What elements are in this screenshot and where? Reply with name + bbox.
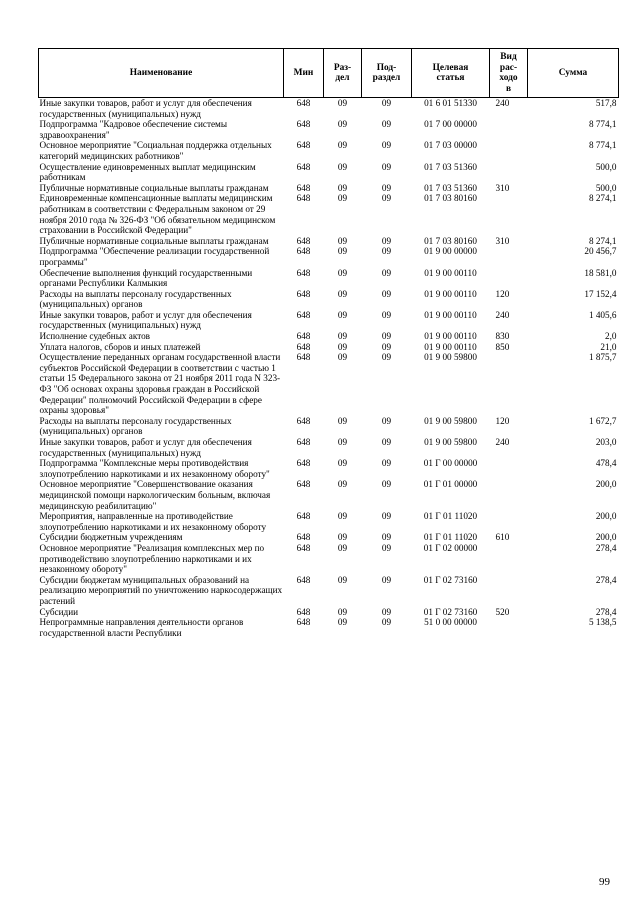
cell-name: Субсидии [39, 606, 79, 617]
cell-razdel: 09 [337, 246, 348, 257]
cell-name: Субсидии бюджетным учреждениям [39, 532, 183, 543]
cell-podrazdel: 09 [381, 606, 392, 617]
table-row [39, 331, 619, 342]
cell-podrazdel: 09 [381, 309, 392, 320]
table-row [39, 416, 619, 437]
cell-name: Расходы на выплаты персоналу государственных (муниципальных) органов [39, 415, 232, 437]
page-number: 99 [599, 876, 610, 888]
cell-razdel: 09 [337, 267, 348, 278]
cell-target-article: 01 Г 02 73160 [423, 574, 478, 585]
cell-sum: 278,4 [595, 606, 617, 617]
cell-sum: 1 405,6 [588, 309, 617, 320]
cell-target-article: 01 9 00 00110 [424, 288, 477, 299]
cell-razdel: 09 [337, 532, 348, 543]
cell-expense-type [490, 246, 528, 267]
cell-expense-type: 310 [495, 235, 510, 246]
cell-name: Подпрограмма "Комплексные меры противодействия злоупотреблению наркотиками и их незаконному обороту" [39, 458, 270, 479]
table-row [39, 246, 619, 267]
cell-expense-type: 310 [495, 182, 510, 193]
cell-razdel: 09 [337, 309, 348, 320]
table-row [39, 236, 619, 247]
cell-expense-type: 240 [495, 437, 510, 447]
cell-sum: 200,0 [595, 511, 617, 522]
cell-razdel: 09 [337, 182, 348, 193]
cell-min: 648 [296, 182, 311, 193]
cell-target-article: 01 7 03 51360 [424, 182, 477, 193]
cell-target-article: 01 7 00 00000 [424, 119, 477, 130]
table-row [39, 162, 619, 183]
cell-min: 648 [296, 574, 311, 585]
cell-sum: 20 456,7 [584, 246, 617, 257]
cell-razdel: 09 [337, 574, 348, 585]
cell-name: Основное мероприятие "Социальная поддержка отдельных категорий медицинских работников" [39, 140, 272, 161]
table-row [39, 532, 619, 543]
cell-sum: 8 274,1 [588, 235, 617, 246]
cell-sum: 17 152,4 [584, 288, 617, 299]
cell-name: Иные закупки товаров, работ и услуг для обеспечения государственных (муниципальных) нужд [39, 309, 252, 331]
cell-sum: 2,0 [605, 331, 617, 342]
cell-podrazdel: 09 [381, 193, 392, 204]
cell-target-article: 01 9 00 59800 [424, 415, 477, 426]
cell-podrazdel: 09 [381, 415, 392, 426]
table-row [39, 511, 619, 532]
cell-expense-type: 610 [495, 532, 510, 543]
cell-expense-type [490, 140, 528, 161]
cell-sum: 500,0 [595, 182, 617, 193]
cell-min: 648 [296, 458, 311, 469]
cell-sum: 18 581,0 [584, 267, 617, 278]
cell-sum: 278,4 [595, 574, 617, 585]
cell-podrazdel: 09 [381, 246, 392, 257]
cell-sum: 278,4 [595, 542, 617, 553]
cell-podrazdel: 09 [381, 140, 392, 151]
cell-razdel: 09 [337, 341, 348, 352]
cell-name: Исполнение судебных актов [39, 331, 151, 342]
cell-podrazdel: 09 [381, 161, 392, 172]
cell-name: Субсидии бюджетам муниципальных образований на реализацию мероприятий по уничтожению наркосодержащих растений [39, 574, 283, 606]
cell-expense-type [490, 119, 528, 140]
header-min: Мин [284, 49, 324, 98]
cell-podrazdel: 09 [381, 352, 392, 363]
cell-expense-type: 240 [495, 309, 510, 320]
cell-razdel: 09 [337, 331, 348, 342]
cell-min: 648 [296, 352, 311, 363]
cell-razdel: 09 [337, 288, 348, 299]
cell-name: Единовременные компенсационные выплаты медицинским работникам в соответствии с Федеральным законом от 29 ноября 2010 года № 326-ФЗ "Об обязательном медицинском страховании в Российской Федерации" [39, 193, 276, 236]
cell-name: Непрограммные направления деятельности органов государственной власти Республики [39, 617, 244, 638]
cell-min: 648 [296, 606, 311, 617]
budget-table [38, 48, 619, 638]
cell-expense-type [490, 193, 528, 235]
cell-min: 648 [296, 331, 311, 342]
cell-target-article: 01 6 01 51330 [424, 98, 477, 108]
cell-expense-type: 830 [495, 331, 510, 342]
cell-min: 648 [296, 542, 311, 553]
cell-min: 648 [296, 98, 311, 108]
cell-podrazdel: 09 [381, 458, 392, 469]
cell-target-article: 01 9 00 00110 [424, 331, 477, 342]
table-row [39, 119, 619, 140]
cell-target-article: 01 9 00 00110 [424, 267, 477, 278]
cell-expense-type [490, 479, 528, 511]
table-row [39, 342, 619, 353]
cell-razdel: 09 [337, 193, 348, 204]
cell-sum: 500,0 [595, 161, 617, 172]
cell-razdel: 09 [337, 415, 348, 426]
header-expense-type: Вид рас- ходо в [490, 49, 528, 98]
table-row [39, 607, 619, 618]
cell-expense-type [490, 511, 528, 532]
table-row [39, 193, 619, 235]
cell-podrazdel: 09 [381, 479, 392, 490]
cell-name: Осуществление единовременных выплат медицинским работникам [39, 161, 256, 183]
cell-expense-type: 120 [495, 415, 510, 426]
cell-sum: 200,0 [595, 479, 617, 490]
cell-min: 648 [296, 511, 311, 522]
cell-name: Иные закупки товаров, работ и услуг для обеспечения государственных (муниципальных) нужд [39, 437, 252, 458]
header-sum: Сумма [528, 49, 619, 98]
cell-razdel: 09 [337, 606, 348, 617]
cell-name: Публичные нормативные социальные выплаты гражданам [39, 235, 269, 246]
cell-podrazdel: 09 [381, 331, 392, 342]
cell-razdel: 09 [337, 119, 348, 130]
table-row [39, 575, 619, 607]
cell-sum: 21,0 [600, 341, 617, 352]
cell-podrazdel: 09 [381, 617, 392, 628]
cell-podrazdel: 09 [381, 542, 392, 553]
cell-razdel: 09 [337, 98, 348, 108]
cell-expense-type: 240 [495, 98, 510, 108]
cell-sum: 8 774,1 [588, 140, 617, 151]
cell-podrazdel: 09 [381, 98, 392, 108]
cell-razdel: 09 [337, 511, 348, 522]
cell-min: 648 [296, 161, 311, 172]
cell-razdel: 09 [337, 235, 348, 246]
cell-expense-type [490, 575, 528, 607]
table-row [39, 268, 619, 289]
table-row [39, 479, 619, 511]
cell-razdel: 09 [337, 479, 348, 490]
cell-target-article: 01 Г 01 11020 [423, 511, 478, 522]
header-target-article: Целевая статья [412, 49, 490, 98]
table-header-row [39, 49, 619, 98]
cell-min: 648 [296, 309, 311, 320]
table-row [39, 310, 619, 331]
cell-target-article: 01 9 00 59800 [424, 437, 477, 447]
header-razdel: Раз- дел [324, 49, 362, 98]
cell-expense-type: 520 [495, 606, 510, 617]
cell-min: 648 [296, 415, 311, 426]
cell-min: 648 [296, 532, 311, 543]
cell-min: 648 [296, 617, 311, 628]
cell-expense-type [490, 458, 528, 479]
cell-sum: 8 274,1 [588, 193, 617, 204]
cell-min: 648 [296, 140, 311, 151]
table-body [39, 98, 619, 639]
cell-name: Подпрограмма "Кадровое обеспечение системы здравоохранения" [39, 119, 228, 140]
cell-min: 648 [296, 246, 311, 257]
cell-podrazdel: 09 [381, 182, 392, 193]
table-row [39, 437, 619, 458]
cell-sum: 5 138,5 [588, 617, 617, 628]
cell-expense-type: 120 [495, 288, 510, 299]
cell-sum: 200,0 [595, 532, 617, 543]
cell-name: Осуществление переданных органам государственной власти субъектов Российской Федерации в соответствии с частью 1 статьи 15 Федерального закона от 21 ноября 2011 года N 323-ФЗ "Об основах охраны здоровья граждан в Российской Федерации" полномочий Российской Федерации в сфере охраны здоровья" [39, 352, 281, 416]
cell-min: 648 [296, 288, 311, 299]
cell-name: Обеспечение выполнения функций государственными органами Республики Калмыкия [39, 267, 253, 289]
cell-razdel: 09 [337, 458, 348, 469]
cell-target-article: 01 Г 01 00000 [423, 479, 478, 490]
cell-razdel: 09 [337, 161, 348, 172]
cell-podrazdel: 09 [381, 511, 392, 522]
cell-target-article: 01 Г 02 73160 [423, 606, 478, 617]
cell-target-article: 01 Г 01 11020 [423, 532, 478, 543]
cell-podrazdel: 09 [381, 341, 392, 352]
cell-expense-type: 850 [495, 341, 510, 352]
cell-target-article: 01 9 00 59800 [424, 352, 477, 363]
cell-razdel: 09 [337, 352, 348, 363]
cell-name: Основное мероприятие "Реализация комплексных мер по противодействию злоупотреблению наркотиками и их незаконному обороту" [39, 542, 265, 575]
cell-min: 648 [296, 479, 311, 490]
cell-target-article: 01 9 00 00110 [424, 309, 477, 320]
header-podrazdel: Под- раздел [362, 49, 412, 98]
cell-expense-type [490, 352, 528, 416]
cell-sum: 517,8 [595, 98, 617, 108]
cell-min: 648 [296, 341, 311, 352]
cell-expense-type [490, 617, 528, 638]
cell-sum: 478,4 [595, 458, 617, 469]
cell-min: 648 [296, 267, 311, 278]
cell-podrazdel: 09 [381, 267, 392, 278]
table-row [39, 543, 619, 575]
cell-target-article: 01 7 03 80160 [424, 235, 477, 246]
cell-sum: 1 672,7 [588, 415, 617, 426]
cell-podrazdel: 09 [381, 437, 392, 447]
cell-target-article: 01 9 00 00000 [424, 246, 477, 257]
table-row [39, 140, 619, 161]
cell-name: Иные закупки товаров, работ и услуг для обеспечения государственных (муниципальных) нужд [39, 98, 252, 119]
cell-expense-type [490, 543, 528, 575]
cell-sum: 8 774,1 [588, 119, 617, 130]
table-row [39, 183, 619, 194]
cell-target-article: 01 Г 02 00000 [423, 542, 478, 553]
cell-name: Подпрограмма "Обеспечение реализации государственной программы" [39, 246, 270, 267]
cell-name: Основное мероприятие "Совершенствование оказания медицинской помощи наркологическим больным, включая медицинскую реабилитацию" [39, 479, 271, 511]
table-row [39, 98, 619, 120]
cell-name: Расходы на выплаты персоналу государственных (муниципальных) органов [39, 288, 232, 310]
cell-target-article: 01 Г 00 00000 [423, 458, 478, 469]
cell-expense-type [490, 268, 528, 289]
cell-name: Публичные нормативные социальные выплаты гражданам [39, 182, 269, 193]
cell-podrazdel: 09 [381, 119, 392, 130]
table-row [39, 617, 619, 638]
cell-podrazdel: 09 [381, 532, 392, 543]
cell-sum: 1 875,7 [588, 352, 617, 363]
cell-razdel: 09 [337, 542, 348, 553]
cell-name: Уплата налогов, сборов и иных платежей [39, 341, 201, 352]
cell-podrazdel: 09 [381, 235, 392, 246]
cell-target-article: 01 9 00 00110 [424, 341, 477, 352]
cell-min: 648 [296, 235, 311, 246]
header-name: Наименование [39, 49, 284, 98]
cell-sum: 203,0 [595, 437, 617, 447]
document-page [38, 48, 618, 638]
cell-podrazdel: 09 [381, 288, 392, 299]
cell-name: Мероприятия, направленные на противодействие злоупотреблению наркотиками и их незаконному обороту [39, 511, 267, 532]
cell-razdel: 09 [337, 140, 348, 151]
cell-target-article: 01 7 03 00000 [424, 140, 477, 151]
cell-min: 648 [296, 193, 311, 204]
table-row [39, 352, 619, 416]
table-row [39, 458, 619, 479]
cell-min: 648 [296, 119, 311, 130]
cell-min: 648 [296, 437, 311, 447]
table-row [39, 289, 619, 310]
cell-razdel: 09 [337, 437, 348, 447]
cell-target-article: 51 0 00 00000 [424, 617, 477, 628]
cell-expense-type [490, 162, 528, 183]
cell-podrazdel: 09 [381, 574, 392, 585]
cell-target-article: 01 7 03 51360 [424, 161, 477, 172]
cell-razdel: 09 [337, 617, 348, 628]
cell-target-article: 01 7 03 80160 [424, 193, 477, 204]
